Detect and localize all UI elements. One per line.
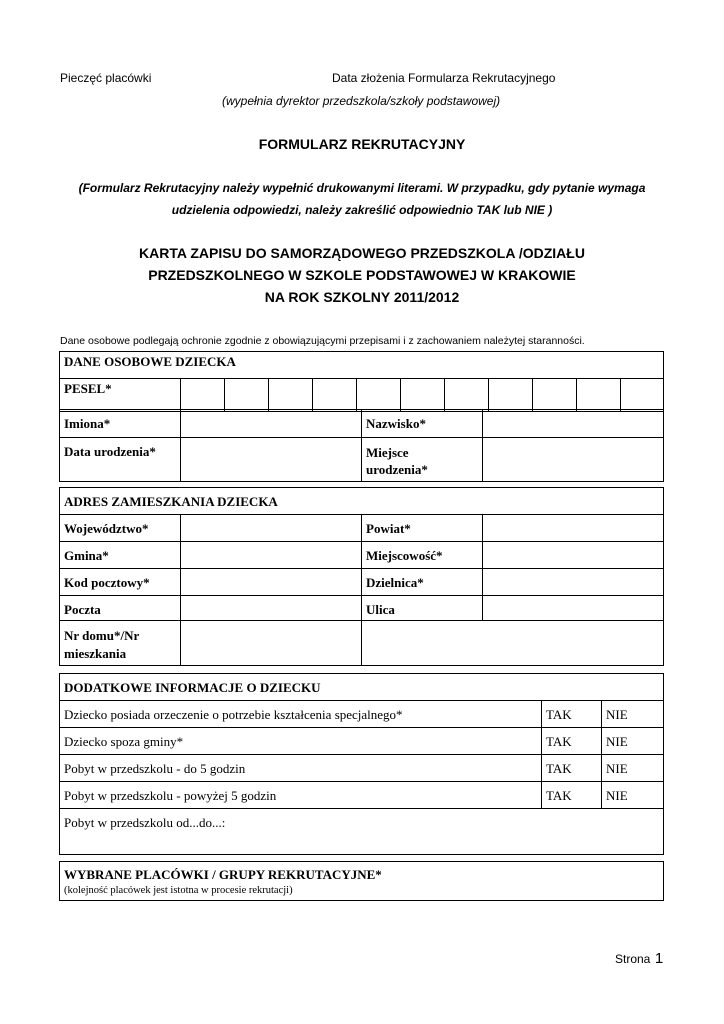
privacy-note: Dane osobowe podlegają ochronie zgodnie z obowiązującymi przepisami i z zachowaniem należytej staranności. [60, 335, 585, 347]
special-education-no[interactable]: NIE [602, 701, 664, 728]
stay-up-to-5h-no[interactable]: NIE [602, 755, 664, 782]
pesel-digit-6[interactable] [401, 379, 445, 412]
stay-over-5h-yes[interactable]: TAK [542, 782, 602, 809]
voivodeship-field[interactable] [181, 515, 362, 542]
pesel-digit-9[interactable] [533, 379, 577, 412]
postal-code-label: Kod pocztowy* [60, 569, 181, 596]
pesel-digit-4[interactable] [313, 379, 357, 412]
submission-date-label: Data złożenia Formularza Rekrutacyjnego [332, 71, 556, 85]
pesel-digit-5[interactable] [357, 379, 401, 412]
locality-field[interactable] [483, 542, 664, 569]
chosen-facilities-title: WYBRANE PLACÓWKI / GRUPY REKRUTACYJNE* [64, 867, 382, 882]
house-number-label-line2: mieszkania [64, 646, 127, 661]
pesel-label: PESEL* [60, 379, 181, 412]
birth-date-label: Data urodzenia* [60, 438, 181, 482]
house-number-field[interactable] [181, 621, 362, 666]
pesel-digit-2[interactable] [225, 379, 269, 412]
stamp-label: Pieczęć placówki [60, 71, 152, 85]
stay-up-to-5h-question: Pobyt w przedszkolu - do 5 godzin [60, 755, 542, 782]
card-title-line1: KARTA ZAPISU DO SAMORZĄDOWEGO PRZEDSZKOLA /ODZIAŁU [139, 245, 585, 261]
county-field[interactable] [483, 515, 664, 542]
stay-up-to-5h-yes[interactable]: TAK [542, 755, 602, 782]
instructions-line2: udzielenia odpowiedzi, należy zakreślić odpowiednio TAK lub NIE ) [171, 203, 553, 217]
additional-section-title: DODATKOWE INFORMACJE O DZIECKU [60, 674, 664, 701]
stay-over-5h-no[interactable]: NIE [602, 782, 664, 809]
special-education-yes[interactable]: TAK [542, 701, 602, 728]
birth-place-field[interactable] [483, 438, 664, 482]
pesel-digit-7[interactable] [445, 379, 489, 412]
outside-commune-question: Dziecko spoza gminy* [60, 728, 542, 755]
personal-data-table [59, 351, 664, 412]
page-indicator [615, 950, 663, 968]
first-names-field[interactable] [181, 410, 362, 438]
house-number-label [60, 621, 181, 666]
birth-place-label-line1: Miejsce [366, 445, 409, 460]
post-office-label: Poczta [60, 596, 181, 621]
stay-hours-field[interactable]: Pobyt w przedszkolu od...do...: [60, 809, 664, 855]
chosen-facilities-table [59, 861, 664, 901]
street-label: Ulica [362, 596, 483, 621]
pesel-digit-10[interactable] [577, 379, 621, 412]
personal-data-table-2 [59, 409, 664, 482]
first-names-label: Imiona* [60, 410, 181, 438]
post-office-field[interactable] [181, 596, 362, 621]
birth-place-label [362, 438, 483, 482]
personal-section-title: DANE OSOBOWE DZIECKA [60, 352, 664, 379]
outside-commune-no[interactable]: NIE [602, 728, 664, 755]
house-number-label-line1: Nr domu*/Nr [64, 628, 140, 643]
voivodeship-label: Województwo* [60, 515, 181, 542]
additional-info-table [59, 673, 664, 855]
pesel-digit-3[interactable] [269, 379, 313, 412]
instructions-line1: (Formularz Rekrutacyjny należy wypełnić drukowanymi literami. W przypadku, gdy pytanie wymaga [78, 181, 646, 195]
outside-commune-yes[interactable]: TAK [542, 728, 602, 755]
apartment-number-field[interactable] [362, 621, 664, 666]
page-label: Strona [615, 952, 651, 966]
address-table [59, 487, 664, 666]
stay-over-5h-question: Pobyt w przedszkolu - powyżej 5 godzin [60, 782, 542, 809]
page-number: 1 [654, 950, 664, 967]
county-label: Powiat* [362, 515, 483, 542]
address-section-title: ADRES ZAMIESZKANIA DZIECKA [60, 488, 664, 515]
card-title-line3: NA ROK SZKOLNY 2011/2012 [264, 289, 460, 305]
chosen-facilities-header [60, 862, 664, 901]
submission-date-note: (wypełnia dyrektor przedszkola/szkoły podstawowej) [222, 94, 501, 108]
chosen-facilities-note: (kolejność placówek jest istotna w procesie rekrutacji) [64, 885, 293, 896]
card-title-line2: PRZEDSZKOLNEGO W SZKOLE PODSTAWOWEJ W KRAKOWIE [148, 267, 576, 283]
pesel-digit-11[interactable] [621, 379, 664, 412]
locality-label: Miejscowość* [362, 542, 483, 569]
district-label: Dzielnica* [362, 569, 483, 596]
special-education-question: Dziecko posiada orzeczenie o potrzebie kształcenia specjalnego* [60, 701, 542, 728]
birth-place-label-line2: urodzenia* [366, 462, 428, 477]
surname-label: Nazwisko* [362, 410, 483, 438]
surname-field[interactable] [483, 410, 664, 438]
street-field[interactable] [483, 596, 664, 621]
pesel-digit-1[interactable] [181, 379, 225, 412]
pesel-digit-8[interactable] [489, 379, 533, 412]
birth-date-field[interactable] [181, 438, 362, 482]
commune-field[interactable] [181, 542, 362, 569]
form-title: FORMULARZ REKRUTACYJNY [258, 136, 466, 152]
commune-label: Gmina* [60, 542, 181, 569]
district-field[interactable] [483, 569, 664, 596]
postal-code-field[interactable] [181, 569, 362, 596]
